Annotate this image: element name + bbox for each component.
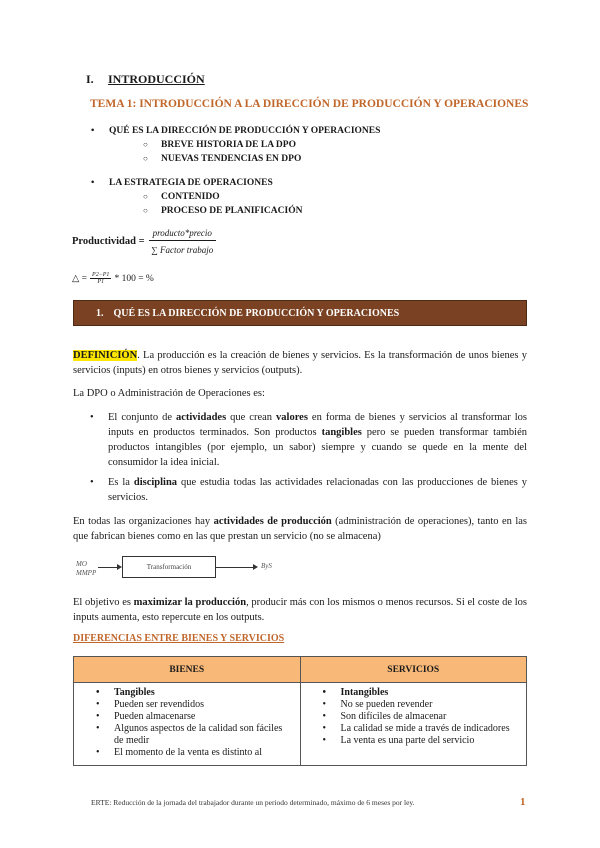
definition-paragraph [73, 348, 527, 378]
list-item: • Es la disciplina que estudia todas las actividades relacionadas con las producciones de bienes y servicios. [73, 475, 527, 505]
tema-title: TEMA 1: INTRODUCCIÓN A LA DIRECCIÓN DE PRODUCCIÓN Y OPERACIONES [90, 98, 529, 110]
page-number: 1 [520, 796, 526, 808]
delta-formula [72, 272, 154, 285]
differences-title: DIFERENCIAS ENTRE BIENES Y SERVICIOS [73, 633, 285, 644]
table-header [74, 657, 526, 683]
delta-symbol: △ = [72, 274, 88, 284]
section-heading [86, 72, 205, 87]
diagram-output: ByS [261, 562, 272, 570]
toc-subitem: ○ CONTENIDO [91, 190, 302, 204]
toc-list [91, 176, 302, 218]
dpo-bullets [73, 475, 527, 505]
definition-text: . La producción es la creación de bienes y servicios. Es la transformación de unos bienes y servicios (inputs) en otros bienes y servicios (outputs). [73, 350, 527, 376]
toc-item: • QUÉ ES LA DIRECCIÓN DE PRODUCCIÓN Y OPERACIONES [91, 124, 380, 138]
objective-paragraph: El objetivo es maximizar la producción, producir más con los mismos o menos recursos. Si el coste de los inputs aumenta, esto repercute en los outputs. [73, 597, 527, 623]
list-item: • El conjunto de actividades que crean valores en forma de bienes y servicios al transformar los inputs en productos terminados. Son productos tangibles pero se pueden transformar también productos intangibles (por ejemplo, un sabor) siempre y cuando se quede en la mente del consumidor la idea inicial. [73, 410, 527, 470]
productivity-formula [72, 228, 216, 255]
definition-label: DEFINICIÓN [73, 350, 138, 361]
toc-list [91, 124, 380, 166]
table-body [74, 683, 526, 765]
delta-denominator: P1 [97, 279, 105, 285]
toc-subitem: ○ BREVE HISTORIA DE LA DPO [91, 138, 380, 152]
diagram-box: Transformación [122, 556, 216, 578]
toc-subitem: ○ PROCESO DE PLANIFICACIÓN [91, 204, 302, 218]
list-item: • Pueden almacenarse [74, 711, 300, 723]
list-item: • Algunos aspectos de la calidad son fáciles de medir [74, 723, 300, 747]
section-number: I. [86, 72, 94, 86]
section-title: INTRODUCCIÓN [108, 72, 205, 86]
bienes-column [74, 683, 301, 765]
delta-fraction [90, 272, 111, 285]
header-servicios: SERVICIOS [387, 664, 440, 675]
transformation-diagram [76, 554, 306, 582]
toc-subitem: ○ NUEVAS TENDENCIAS EN DPO [91, 152, 380, 166]
delta-rest: * 100 = % [114, 273, 154, 284]
footnote: ERTE: Reducción de la jornada del trabajador durante un periodo determinado, máximo de 6 meses por ley. [91, 798, 415, 807]
diagram-inputs: MO MMPP [76, 560, 97, 577]
list-item: • No se pueden revender [301, 699, 527, 711]
formula-fraction [149, 228, 216, 255]
formula-numerator: producto*precio [149, 228, 216, 241]
dpo-intro: La DPO o Administración de Operaciones es: [73, 388, 265, 399]
list-item: • Son difíciles de almacenar [301, 711, 527, 723]
dpo-bullets [73, 410, 527, 470]
differences-table [73, 656, 527, 766]
formula-label: Productividad = [72, 236, 145, 247]
servicios-column [301, 683, 527, 765]
arrow-head-icon [253, 564, 258, 570]
diagram-arrow [98, 567, 117, 568]
header-bienes: BIENES [74, 657, 301, 682]
banner-title: QUÉ ES LA DIRECCIÓN DE PRODUCCIÓN Y OPERACIONES [113, 307, 400, 319]
list-item: • Tangibles [74, 687, 300, 699]
list-item: • La calidad se mide a través de indicadores [301, 723, 527, 735]
toc-item: • LA ESTRATEGIA DE OPERACIONES [91, 176, 302, 190]
list-item: • Pueden ser revendidos [74, 699, 300, 711]
list-item: • El momento de la venta es distinto al [74, 747, 300, 759]
diagram-arrow [216, 567, 253, 568]
list-item: • Intangibles [301, 687, 527, 699]
delta-numerator: P2−P1 [92, 272, 110, 278]
organizations-paragraph: En todas las organizaciones hay actividades de producción (administración de operaciones), tanto en las que fabrican bienes como en las que prestan un servicio (no se almacena) [73, 516, 527, 542]
section-banner [73, 300, 527, 326]
banner-number: 1. [96, 307, 104, 319]
list-item: • La venta es una parte del servicio [301, 735, 527, 747]
formula-denominator: ∑ Factor trabajo [151, 245, 214, 255]
